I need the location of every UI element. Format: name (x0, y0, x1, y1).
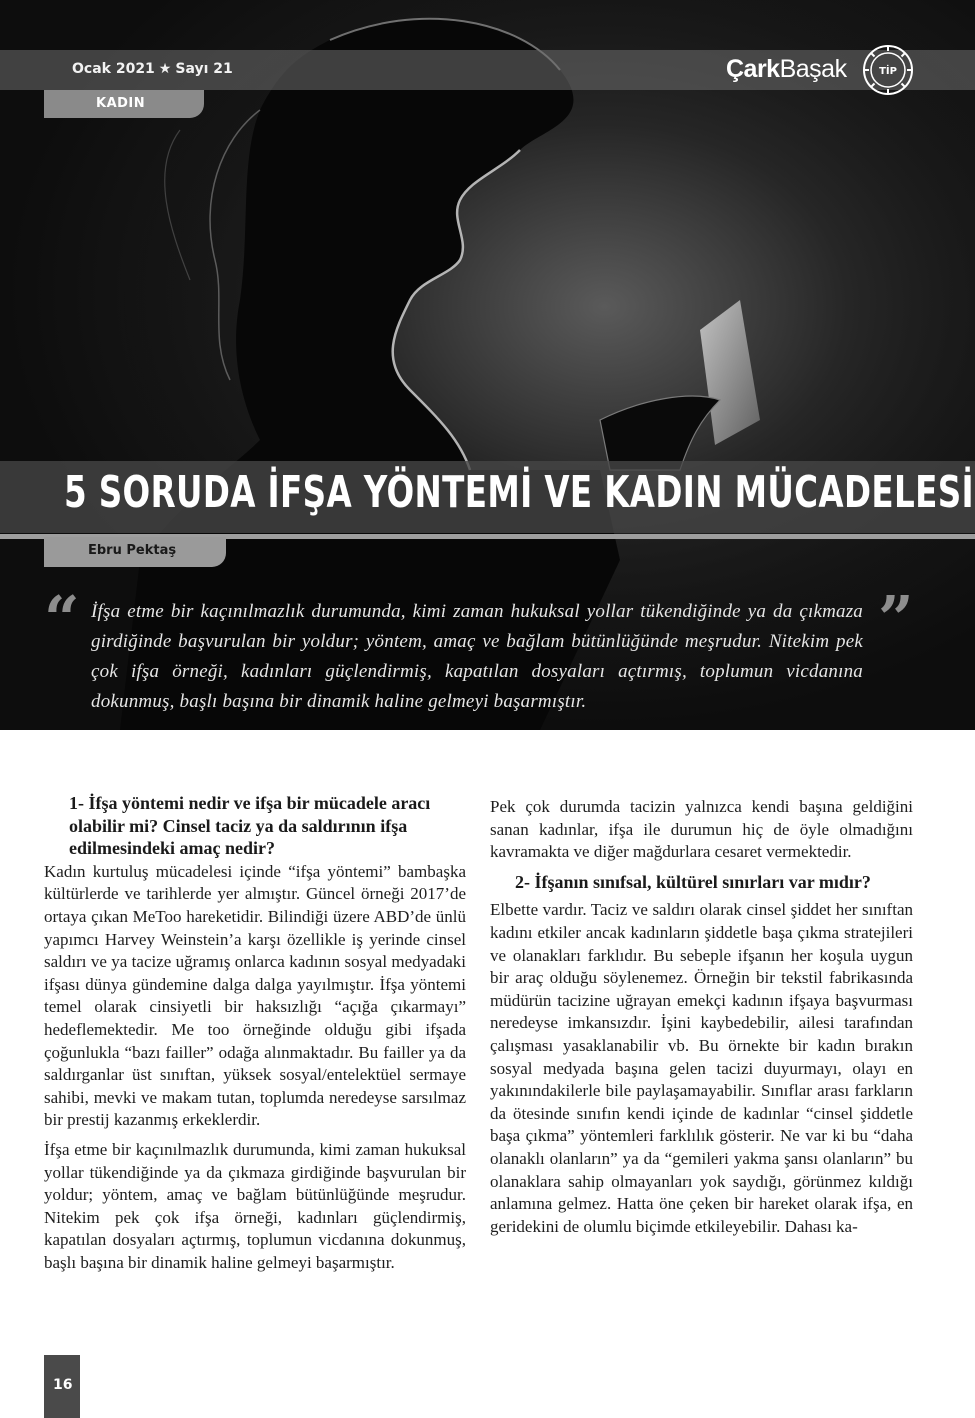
page-number-tab (44, 1355, 80, 1418)
pull-quote: İfşa etme bir kaçınılmazlık durumunda, kimi zaman hukuksal yollar tükendiğinde ya da çıkmaza girdiğinde başvurulan bir yoldur; yöntem, amaç ve bağlam bütünlüğünde meşrudur. Nitekim pek çok ifşa örneği, kadınları güçlendirmiş, kapatılan dosyaları açtırmış, toplumun vicdanına dokunmuş, başlı başına bir dinamik haline gelmeyi başarmıştır. (91, 601, 863, 712)
question-2-heading: 2- İfşanın sınıfsal, kültürel sınırları var mıdır? (515, 871, 871, 892)
right-column (490, 796, 913, 1245)
close-quote-icon: ” (878, 582, 914, 655)
left-column (44, 791, 466, 1281)
paragraph: Elbette vardır. Taciz ve saldırı olarak cinsel şiddet her sınıftan kadını etkiler ancak kadınların şiddetle başa çıkma stratejileri ve olanakları farklıdır. Bu sebeple ifşanın her koşula uygun bir araç olduğu söylenemez. Örneğin bir tekstil fabrikasında müdürün tacizine uğrayan emekçi kadının ifşaya başvurması neredeyse imkansızdır. İşini kaybedebilir, ailesi tarafından çalışması yasaklanabilir vb. Bu örnekte bir kadın bırakın sosyal medyada başına gelen tacizi duyurmayı, olayı en yakınındakilerle bile paylaşamayabilir. Sınıflar arası farkların da ötesinde sınıfın kendi içinde de kadınlar “cinsel şiddetle başa çıkma” yöntemleri farklılık gösterir. Ne var ki bu “daha olanaklı olanların” ya da “gemileri yakma şansı olanların” bu olanaklara sahip olmayanları yok saydığı, görünmez kıldığı anlamına gelmez. Hatta öne çeken bir hareket olarak ifşa, en geridekini de olumlu biçimde etkileyebilir. Dahası ka- (490, 900, 913, 1236)
paragraph: Pek çok durumda tacizin yalnızca kendi başına geldiğini sanan kadınlar, ifşa ile durumun hiç de öyle olmadığını kavramakta ve diğer mağdurlara cesaret vermektedir. (490, 797, 913, 862)
section-tab (44, 90, 204, 118)
issue-date: Ocak 2021 (72, 61, 155, 77)
title-band (0, 461, 975, 533)
brand-logo-text (726, 55, 847, 84)
page-number: 16 (53, 1377, 73, 1393)
issue-number: Sayı 21 (175, 61, 233, 77)
brand-bold: Çark (726, 55, 780, 83)
issue-info (72, 61, 233, 77)
article-title: 5 SORUDA İFŞA YÖNTEMİ VE KADIN MÜCADELESİ (64, 467, 975, 518)
paragraph: Kadın kurtuluş mücadelesi içinde “ifşa yöntemi” bambaşka kültürlerde ve tarihlerde yer almıştır. Güncel örneği 2017’de ortaya çıkan MeToo hareketidir. Bilindiği üzere ABD’de ünlü yapımcı Harvey Weinstein’a karşı özellikle iş yerinde cinsel saldırı ve ya tacize uğramış onlarca kadının sosyal medyadaki ifşası dünya gündemine dalga dalga yayılmıştır. İfşa yöntemi temel olarak cinsiyetli bir haksızlığı “açığa çıkarmayı” hedeflemektedir. Me too örneğinde olduğu gibi ifşada çoğunlukla “bazı failler” odağa alınmaktadır. Bu failler ya da saldırganlar üst sınıftan, yüksek sosyal/entelektüel sermaye sahibi, mevki ve makam tutan, toplumda neredeyse sarsılmaz bir prestij kazanmış erkeklerdir. (44, 861, 466, 1130)
star-icon: ★ (158, 61, 172, 77)
author-tab (44, 537, 226, 567)
author-name: Ebru Pektaş (88, 543, 177, 558)
question-1-heading: 1- İfşa yöntemi nedir ve ifşa bir mücadele aracı olabilir mi? Cinsel taciz ya da saldırının ifşa edilmesindeki amaç nedir? (69, 793, 431, 859)
section-label: KADIN (96, 96, 146, 111)
paragraph: İfşa etme bir kaçınılmazlık durumunda, kimi zaman hukuksal yollar tükendiğinde ya da çıkmaza girdiğinde başvurulan bir yoldur; yöntem, amaç ve bağlam bütünlüğünde meşrudur. Nitekim pek çok ifşa örneği, kadınları güçlendirmiş, kapatılan dosyaları açtırmış, toplumun vicdanına dokunmuş, başlı başına bir dinamik haline gelmeyi başarmıştır. (44, 1139, 466, 1272)
emblem-text: TİP (879, 66, 897, 77)
brand-light: Başak (779, 55, 847, 83)
tip-emblem-icon (862, 44, 914, 96)
open-quote-icon: “ (44, 582, 80, 655)
